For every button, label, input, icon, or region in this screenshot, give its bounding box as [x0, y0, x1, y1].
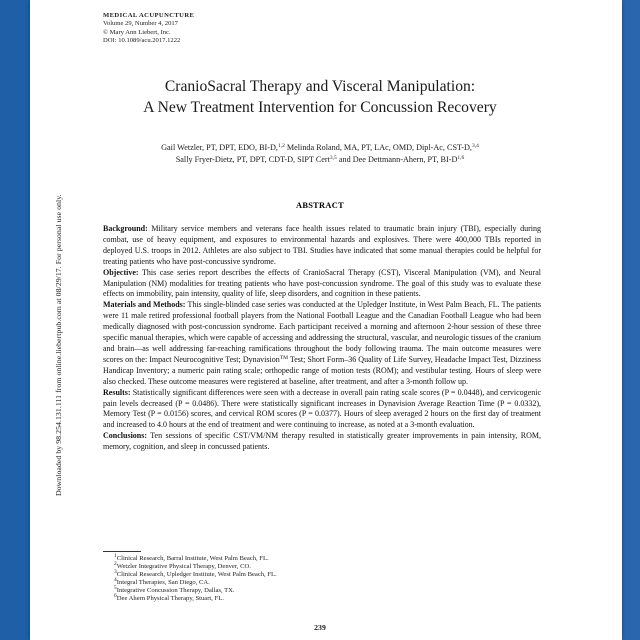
author-1-affil: 1,2	[277, 143, 285, 149]
title-line-1: CranioSacral Therapy and Visceral Manipulation:	[164, 78, 476, 95]
affiliation-number: 5	[114, 585, 117, 592]
affiliation-text: Clinical Research, Barral Institute, West Palm Beach, FL.	[116, 555, 269, 562]
abstract-objective	[103, 268, 541, 301]
right-background	[622, 0, 640, 640]
methods-text-2: Test; Short Form–36 Quality of Life Survey, Headache Impact Test, Dizziness Handicap Inventory; a numeric pain rating scale; orthopedic range of motion tests (ROM); and vestibular testing. Hours of sleep were also checked. These outcome measures were registered at baseline, after treatment, and after a 3-month follow up.	[103, 354, 541, 386]
author-line-1	[60, 142, 580, 154]
left-background	[0, 0, 30, 640]
journal-copyright: © Mary Ann Liebert, Inc.	[103, 28, 171, 36]
journal-name: MEDICAL ACUPUNCTURE	[103, 12, 195, 19]
affiliation-text: Integral Therapies, San Diego, CA.	[116, 579, 210, 587]
author-2: Melinda Roland, MA, PT, LAc, OMD, Dipl-Ac, CST-D,	[284, 143, 472, 152]
affiliation-text: Dee Ahern Physical Therapy, Stuart, FL.	[116, 595, 224, 603]
abstract-conclusions	[103, 431, 541, 453]
author-2-affil: 3,4	[471, 143, 479, 149]
author-3-affil: 3,5	[329, 155, 337, 161]
affiliation-number: 4	[114, 577, 117, 584]
affiliation-item	[114, 595, 277, 603]
abstract-body	[103, 224, 541, 453]
affiliation-number: 1	[114, 553, 117, 559]
abstract-heading: ABSTRACT	[295, 201, 344, 210]
affiliation-footnotes	[114, 555, 277, 604]
download-notice: Downloaded by 98.254.131.111 from online.liebertpub.com at 08/29/17. For personal use only.	[54, 194, 63, 496]
affiliation-item	[114, 563, 277, 571]
author-4-affil: 1,6	[457, 155, 465, 161]
methods-text-1: This single-blinded case series was conducted at the Upledger Institute, in West Palm Beach, FL. The patients were 11 male retired professional football players from the National Football League and the Canadian Football League who had been medically diagnosed with post-concussion syndrome. Each participant received a morning and afternoon 2-hour session of these three specific manual therapies, which were capable of accessing and addressing the structural, vascular, and neurologic tissues of the cranium and brain—as well addressing far-reaching ramifications throughout the body following trauma. The main outcome measures were scores on the: Impact Neurocognitive Test; Dynavision	[103, 300, 542, 364]
conclusions-label: Conclusions:	[103, 431, 148, 441]
conclusions-text: Ten sessions of specific CST/VM/NM therapy resulted in statistically greater improvements in pain intensity, ROM, memory, cognition, and sleep in concussed patients.	[103, 431, 541, 452]
abstract-background	[103, 224, 541, 268]
affiliation-text: Clinical Research, Upledger Institute, West Palm Beach, FL.	[116, 571, 277, 579]
affiliation-item	[114, 555, 277, 563]
journal-header	[103, 12, 194, 46]
author-3: Sally Fryer-Dietz, PT, DPT, CDT-D, SIPT Cert	[175, 155, 330, 164]
paper-title	[60, 76, 580, 118]
abstract-methods	[103, 300, 541, 387]
results-text: Statistically significant differences were seen with a decrease in overall pain rating scale scores (P = 0.0448), and cervicogenic pain levels decreased (P = 0.0486). There were statistically significant increases in Dynavision Average Reaction Time (P = 0.0332), Memory Test (P = 0.0156) scores, and cervical ROM scores (P = 0.0377). Hours of sleep averaged 2 hours on the first day of treatment and increased to 4.0 hours at the end of treatment and were continuing to increase, as noted at a 3-month evaluation.	[103, 387, 541, 430]
title-line-2: A New Treatment Intervention for Concussion Recovery	[143, 99, 497, 116]
author-4: and Dee Dettmann-Ahern, PT, BI-D	[336, 155, 458, 164]
journal-volume: Volume 29, Number 4, 2017	[103, 20, 178, 28]
author-1: Gail Wetzler, PT, DPT, EDO, BI-D,	[161, 143, 278, 152]
author-line-2	[60, 154, 580, 166]
affiliation-text: Wetzler Integrative Physical Therapy, Denver, CO.	[116, 563, 251, 571]
background-text: Military service members and veterans face health issues related to traumatic brain injury (TBI), especially during combat, use of heavy equipment, and exposures to environmental hazards and explosives. There were 400,000 TBIs reported in deployed U.S. troops in 2012. Athletes are also subject to TBI. Studies have indicated that some manual therapies could be helpful for treating patients who have post-concussive syndrome.	[103, 224, 541, 266]
results-label: Results:	[103, 387, 131, 397]
affiliation-number: 6	[114, 593, 117, 600]
objective-text: This case series report describes the effects of CranioSacral Therapy (CST), Visceral Manipulation (VM), and Neural Manipulation (NM) modalities for treating patients who have post-concussion syndrome. The goal of this study was to evaluate these effects on immobility, pain intensity, quality of life, sleep disorders, and cognition in these patients.	[103, 267, 541, 299]
affiliation-number: 3	[114, 569, 117, 576]
author-list	[60, 142, 580, 166]
journal-doi: DOI: 10.1089/acu.2017.1222	[103, 37, 181, 45]
background-label: Background:	[103, 224, 148, 233]
footnote-rule	[103, 551, 141, 552]
abstract-results	[103, 388, 541, 432]
trademark-mark: TM	[279, 354, 288, 361]
affiliation-text: Integrative Concussion Therapy, Dallas, TX.	[116, 587, 235, 595]
affiliation-number: 2	[114, 561, 117, 568]
methods-label: Materials and Methods:	[103, 300, 186, 310]
page-number: 239	[314, 623, 326, 632]
objective-label: Objective:	[103, 267, 139, 277]
